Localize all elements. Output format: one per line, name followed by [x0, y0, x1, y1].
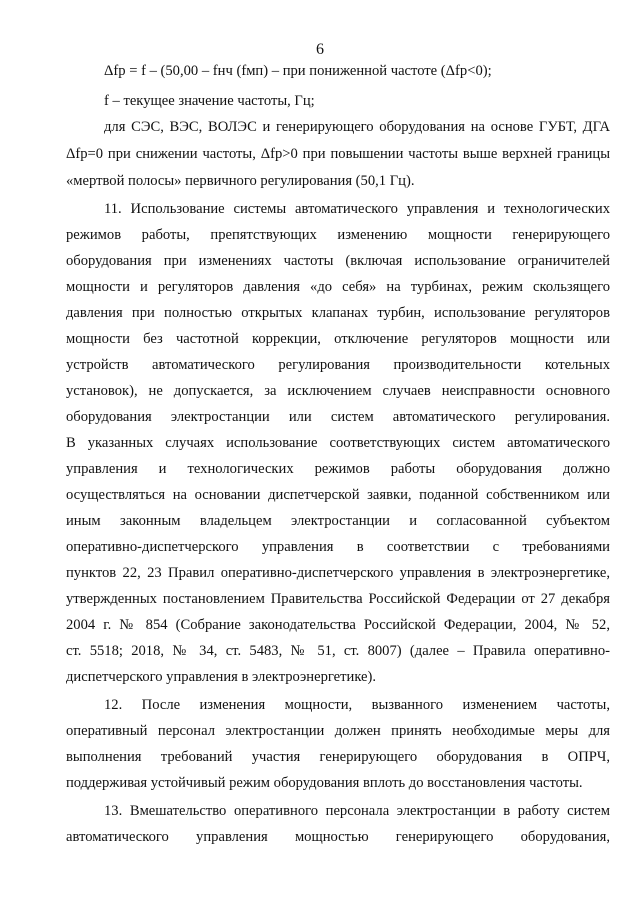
- text-line: установок), не допускается, за исключением случаев неисправности основного: [66, 383, 610, 399]
- text-line: осуществляться на основании диспетчерской заявки, поданной собственником или: [66, 487, 610, 503]
- text-line: «мертвой полосы» первичного регулирования (50,1 Гц).: [66, 173, 415, 189]
- text-line: пунктов 22, 23 Правил оперативно-диспетчерского управления в электроэнергетике,: [66, 565, 610, 581]
- text-line: Δfр = f – (50,00 – fнч (fмп) – при пониженной частоте (Δfр<0);: [104, 63, 492, 79]
- text-line: режимов работы, препятствующих изменению мощности генерирующего: [66, 227, 610, 243]
- text-line: ст. 5518; 2018, № 34, ст. 5483, № 51, ст. 8007) (далее – Правила оперативно-: [66, 643, 610, 659]
- text-line: устройств автоматического регулирования производительности котельных: [66, 357, 610, 373]
- text-line: оборудования при изменениях частоты (включая использование ограничителей: [66, 253, 610, 269]
- text-line: 11. Использование системы автоматического управления и технологических: [104, 201, 610, 217]
- text-line: Δfр=0 при снижении частоты, Δfр>0 при повышении частоты выше верхней границы: [66, 146, 610, 162]
- text-line: оперативно-диспетчерского управления в соответствии с требованиями: [66, 539, 610, 555]
- text-line: мощности и регуляторов давления «до себя» на турбинах, режим скользящего: [66, 279, 610, 295]
- text-line: мощности без частотной коррекции, отключение регуляторов мощности или: [66, 331, 610, 347]
- page-number: 6: [316, 41, 324, 58]
- text-line: для СЭС, ВЭС, ВОЛЭС и генерирующего оборудования на основе ГУБТ, ДГА: [104, 119, 610, 135]
- text-line: давления при полностью открытых клапанах турбин, использование регуляторов: [66, 305, 610, 321]
- text-line: иным законным владельцем электростанции и согласованной субъектом: [66, 513, 610, 529]
- text-line: выполнения требований участия генерирующего оборудования в ОПРЧ,: [66, 749, 610, 765]
- text-line: 2004 г. № 854 (Собрание законодательства Российской Федерации, 2004, № 52,: [66, 617, 610, 633]
- text-line: 13. Вмешательство оперативного персонала электростанции в работу систем: [104, 803, 610, 819]
- text-line: f – текущее значение частоты, Гц;: [104, 93, 315, 109]
- text-line: автоматического управления мощностью генерирующего оборудования,: [66, 829, 610, 845]
- text-line: 12. После изменения мощности, вызванного изменением частоты,: [104, 697, 610, 713]
- text-line: утвержденных постановлением Правительства Российской Федерации от 27 декабря: [66, 591, 610, 607]
- text-line: управления и технологических режимов работы оборудования должно: [66, 461, 610, 477]
- text-line: диспетчерского управления в электроэнергетике).: [66, 669, 377, 685]
- text-line: оборудования электростанции или систем автоматического регулирования.: [66, 409, 610, 425]
- text-line: оперативный персонал электростанции должен принять необходимые меры для: [66, 723, 610, 739]
- text-line: поддерживая устойчивый режим оборудования вплоть до восстановления частоты.: [66, 775, 583, 791]
- text-line: В указанных случаях использование соответствующих систем автоматического: [66, 435, 610, 451]
